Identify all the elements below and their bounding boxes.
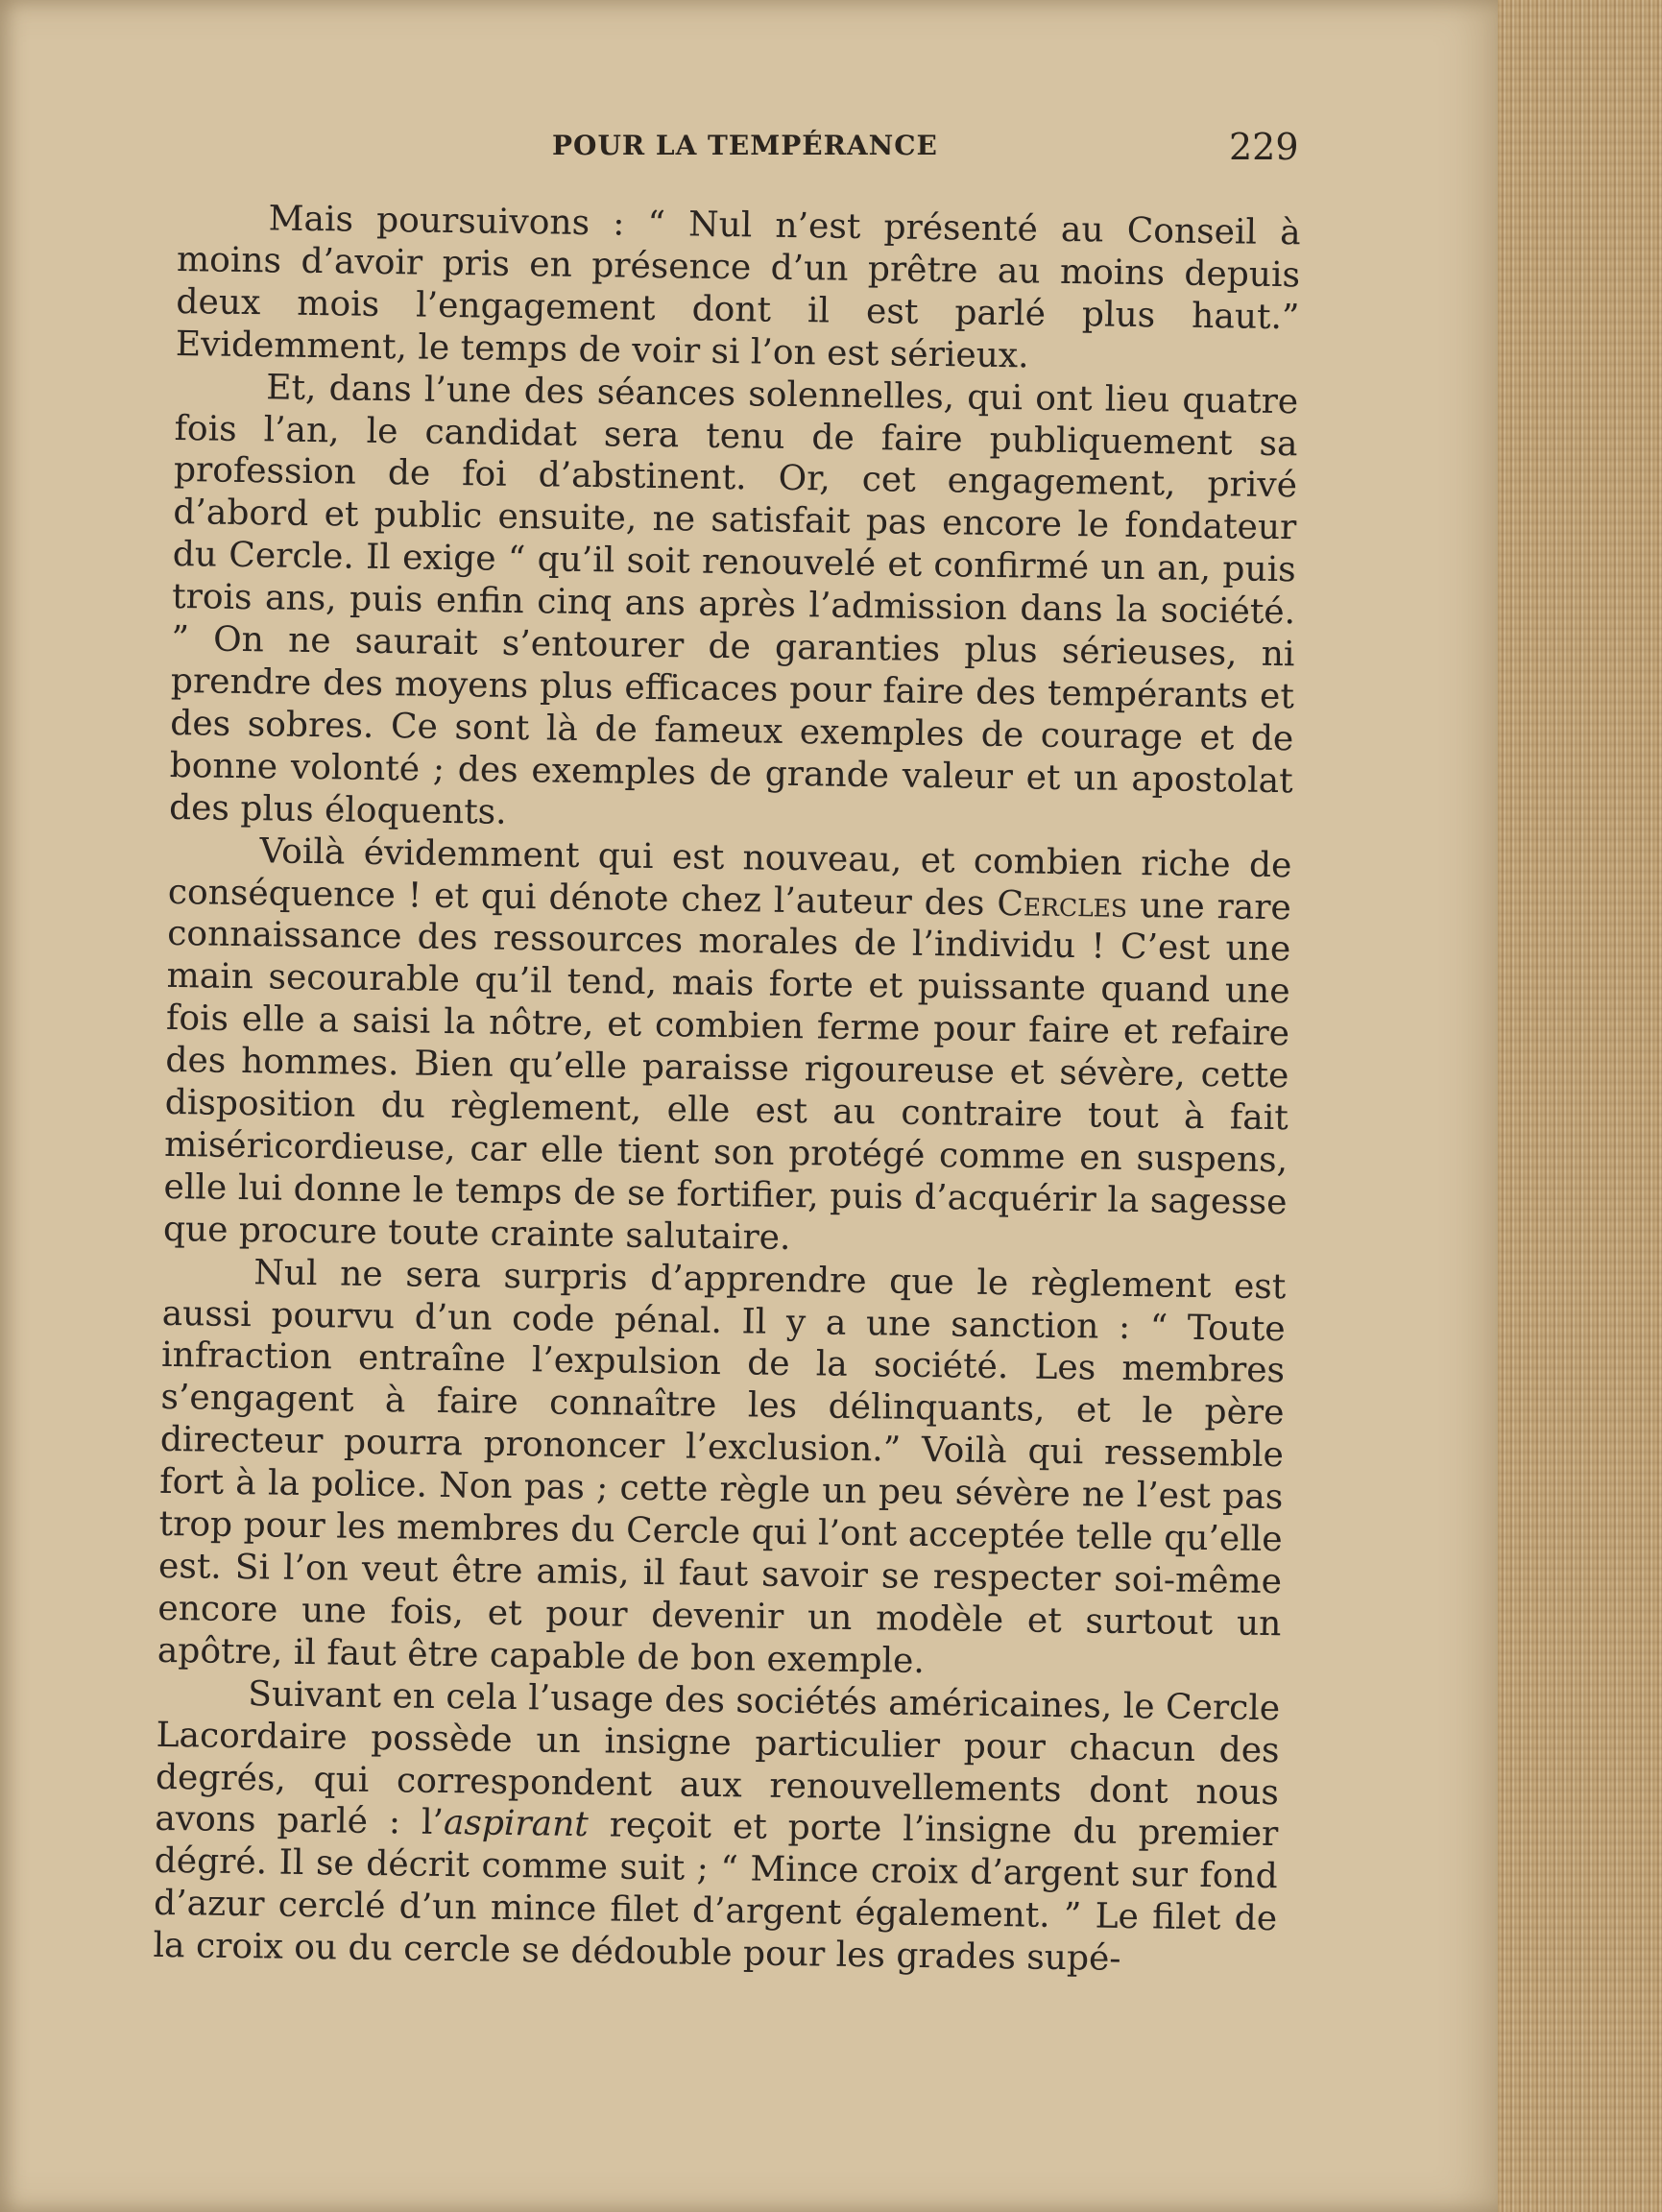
paragraph-5 — [153, 1672, 1280, 1984]
paragraph-3-start: Voilà évidemment qui est nouveau, et combien riche de conséquence ! et qui dénote chez l’auteur des — [167, 830, 1292, 924]
paragraph-3-end: une rare connaissance des ressources morales de l’individu ! C’est une main secourable qu’il tend, mais forte et puissante quand une fois elle a saisi la nôtre, et combien ferme pour faire et refaire des hommes. Bien qu’elle paraisse rigoureuse et sévère, cette disposition du règlement, elle est au contraire tout à fait miséricordieuse, car elle tient son protégé comme en suspens, elle lui donne le temps de se fortifier, puis d’acquérir la sagesse que procure toute crainte salutaire. — [162, 885, 1292, 1258]
page-edges — [1498, 0, 1662, 2212]
paragraph-2: Et, dans l’une des séances solennelles, qui ont lieu quatre fois l’an, le candidat sera tenu de faire publiquement sa profession de foi d’abstinent. Or, cet engagement, privé d’abord et public ensuite, ne satisfait pas encore le fondateur du Cercle. Il exige “ qu’il soit renouvelé et confirmé un an, puis trois ans, puis enfin cinq ans après l’admission dans la société. ” On ne saurait s’entourer de garanties plus sérieuses, ni prendre des moyens plus efficaces pour faire des tempérants et des sobres. Ce sont là de fameux exemples de courage et de bonne volonté ; des exemples de grande valeur et un apostolat des plus éloquents. — [168, 367, 1299, 832]
paragraph-3 — [163, 830, 1292, 1266]
cercles-smallcaps: Cercles — [997, 883, 1128, 926]
paragraph-5-end: reçoit et porte l’insigne du premier dégré. Il se décrit comme suit ; “ Mince croix d’argent sur fond d’azur cerclé d’un mince filet d’argent également. ” Le filet de la croix ou du cercle se dédouble pour les grades supé- — [153, 1805, 1279, 1980]
paragraph-5-start: Suivant en cela l’usage des sociétés américaines, le Cercle Lacordaire possède un insigne particulier pour chacun des degrés, qui correspondent aux renouvellements dont nous avons parlé : l’ — [155, 1673, 1281, 1843]
paragraph-1: Mais poursuivons : “ Nul n’est présenté au Conseil à moins d’avoir pris en présence d’un prêtre au moins depuis deux mois l’engagement dont il est parlé plus haut.” Evidemment, le temps de voir si l’on est sérieux. — [175, 199, 1301, 376]
aspirant-italic: aspirant — [443, 1803, 590, 1845]
body-text — [153, 197, 1301, 1983]
page-header — [163, 126, 1315, 178]
page-number: 229 — [1229, 126, 1299, 168]
paragraph-4: Nul ne sera surpris d’apprendre que le règlement est aussi pourvu d’un code pénal. Il y a une sanction : “ Toute infraction entraîne l’expulsion de la société. Les membres s’engagent à faire connaître les délinquants, et le père directeur pourra prononcer l’exclusion.” Voilà qui ressemble fort à la police. Non pas ; cette règle un peu sévère ne l’est pas trop pour les membres du Cercle qui l’ont acceptée telle qu’elle est. Si l’on veut être amis, il faut savoir se respecter soi-même encore une fois, et pour devenir un modèle et surtout un apôtre, il faut être capable de bon exemple. — [157, 1252, 1287, 1681]
running-head: POUR LA TEMPÉRANCE — [552, 130, 938, 161]
